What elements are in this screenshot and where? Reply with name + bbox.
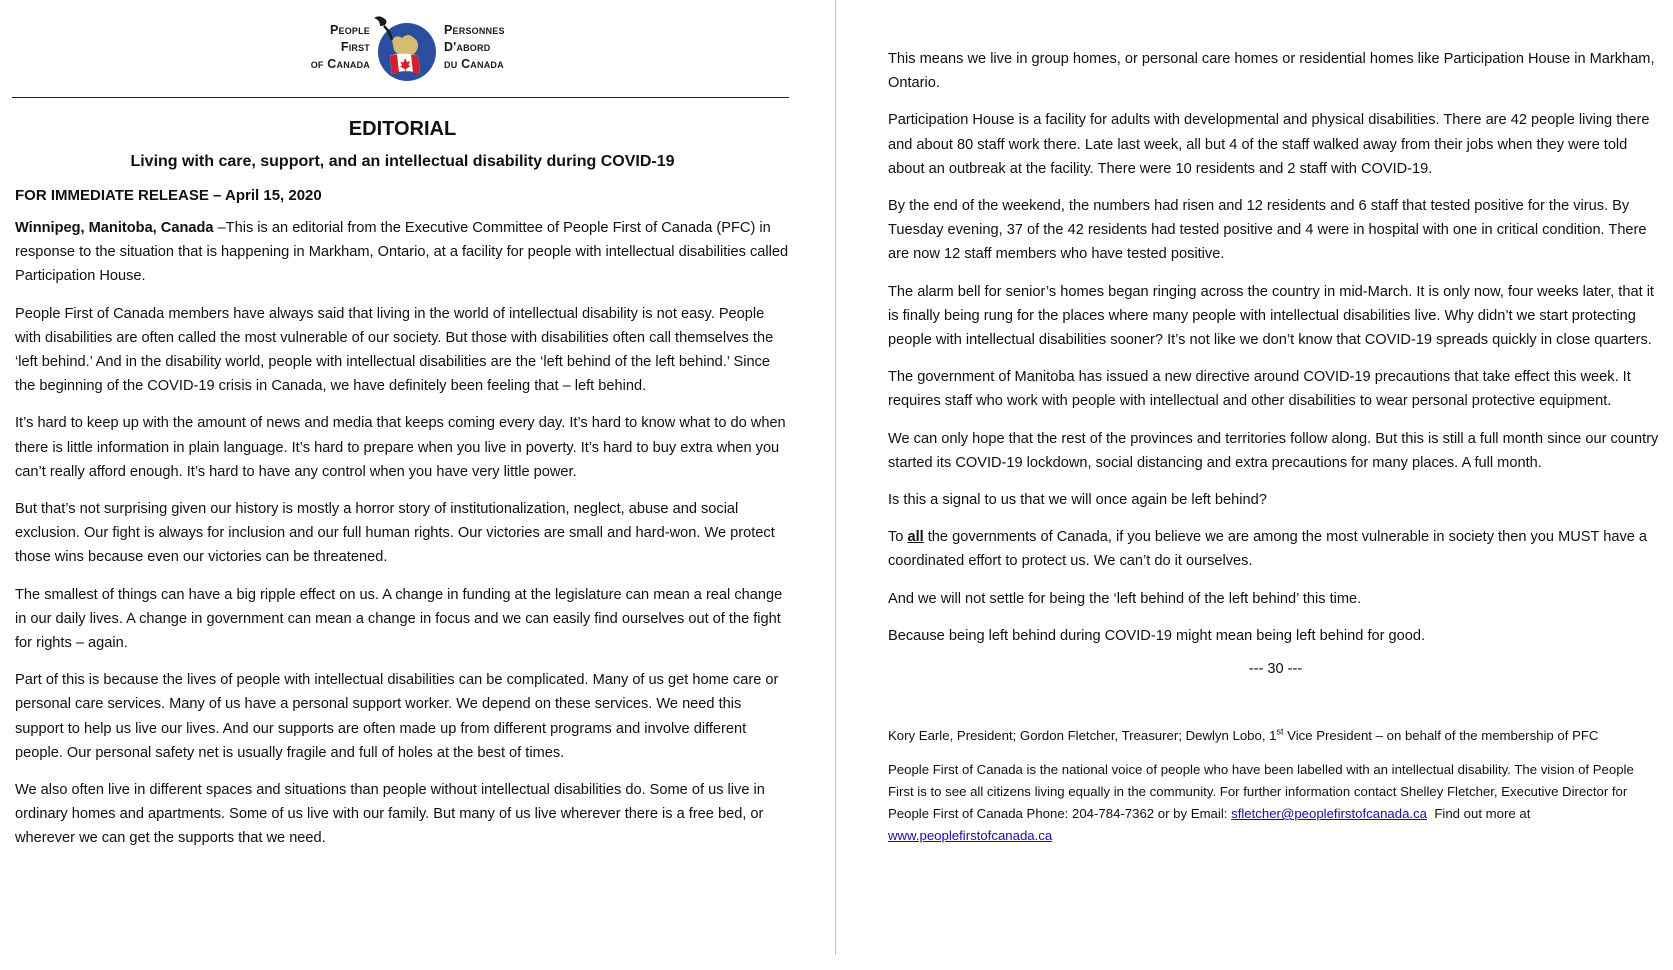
body-paragraph-11: The government of Manitoba has issued a new directive around COVID-19 precautions that take effect this week. It requires staff who work with people with intellectual and other disabilities to wear personal protective equipment. bbox=[888, 369, 1631, 410]
page-divider bbox=[835, 0, 836, 955]
document-page-left bbox=[0, 0, 835, 970]
right-column bbox=[888, 47, 1663, 847]
body-paragraph-10: The alarm bell for senior’s homes began ringing across the country in mid-March. It is only now, four weeks later, that it is finally being rung for the places where many people with intellectual disabilities live. Why didn’t we start protecting people with intellectual disabilities sooner? It’s not like we don’t know that COVID-19 spreads quickly in close quarters. bbox=[888, 283, 1654, 349]
appeal-emphasis: all bbox=[907, 529, 924, 546]
document-page-right bbox=[838, 0, 1673, 970]
logo-emblem-icon bbox=[370, 12, 442, 84]
about-between: Find out more at bbox=[1427, 806, 1535, 822]
signature-text: Kory Earle, President; Gordon Fletcher, Treasurer; Dewlyn Lobo, 1 bbox=[888, 728, 1277, 744]
appeal-paragraph bbox=[888, 525, 1663, 573]
about-paragraph bbox=[888, 759, 1663, 847]
appeal-text: the governments of Canada, if you believe we are among the most vulnerable in society then you MUST have a coordinated effort to protect us. We can’t do it ourselves. bbox=[888, 529, 1648, 570]
logo-text-french bbox=[444, 22, 554, 73]
logo-en-line-1: People bbox=[329, 23, 370, 37]
website-link[interactable]: www.peoplefirstofcanada.ca bbox=[888, 828, 1053, 844]
editorial-heading: EDITORIAL bbox=[348, 118, 457, 140]
dateline: Winnipeg, Manitoba, Canada bbox=[15, 220, 214, 236]
email-link[interactable]: sfletcher@peoplefirstofcanada.ca bbox=[1231, 806, 1428, 822]
body-paragraph-3: But that’s not surprising given our history is mostly a horror story of institutionalization, neglect, abuse and social exclusion. Our fight is always for inclusion and our full human rights. Our victories are small and hard-won. We protect those wins because even our victories can be threatened. bbox=[15, 501, 775, 566]
logo-fr-line-1: Personnes bbox=[444, 23, 505, 37]
body-paragraph-12: We can only hope that the rest of the provinces and territories follow along. But this is still a full month since our country started its COVID-19 lockdown, social distancing and extra precautions for many places. A full month. bbox=[888, 430, 1659, 471]
closing-paragraph-2: Because being left behind during COVID-19 might mean being left behind for good. bbox=[888, 627, 1426, 644]
closing-paragraph-1: And we will not settle for being the ‘left behind of the left behind’ this time. bbox=[888, 590, 1362, 607]
body-paragraph-7: This means we live in group homes, or personal care homes or residential homes like Participation House in Markham, Ontario. bbox=[888, 51, 1655, 92]
body-paragraph-9: By the end of the weekend, the numbers had risen and 12 residents and 6 staff that tested positive for the virus. By Tuesday evening, 37 of the 42 residents had tested positive and 4 were in hospital with one in critical condition. There are now 12 staff members who have tested positive. bbox=[888, 198, 1647, 263]
signature-line bbox=[888, 725, 1663, 746]
logo-en-line-3: of Canada bbox=[310, 57, 370, 71]
people-first-logo bbox=[272, 12, 532, 82]
release-line: FOR IMMEDIATE RELEASE – April 15, 2020 bbox=[15, 187, 322, 204]
appeal-prefix: To bbox=[888, 529, 908, 546]
intro-text: –This is an editorial from the Executive Committee of People First of Canada (PFC) in response to the situation that is happening in Markham, Ontario, at a facility for people with intellectual disabilities called Participation House. bbox=[15, 220, 789, 285]
logo-en-line-2: First bbox=[340, 40, 370, 54]
header-rule bbox=[12, 97, 789, 98]
body-paragraph-1: People First of Canada members have always said that living in the world of intellectual disability is not easy. People with disabilities are often called the most vulnerable of our society. But those with disabilities often call themselves the ‘left behind.’ And in the disability world, people with intellectual disabilities are the ‘left behind of the left behind.’ Since the beginning of the COVID-19 crisis in Canada, we have definitely been feeling that – left behind. bbox=[15, 305, 774, 395]
signature-text-end: Vice President – on behalf of the membership of PFC bbox=[1283, 728, 1599, 744]
logo-text-english bbox=[260, 22, 370, 73]
body-paragraph-6: We also often live in different spaces and situations than people without intellectual disabilities do. Some of us live in ordinary homes and apartments. Some of us live with our family. But many of us live wherever there is a free bed, or wherever we can get the supports that we need. bbox=[15, 782, 765, 847]
logo-fr-line-2: D'abord bbox=[444, 40, 491, 54]
body-paragraph-13: Is this a signal to us that we will once again be left behind? bbox=[888, 492, 1267, 509]
body-paragraph-8: Participation House is a facility for adults with developmental and physical disabilities. There are 42 people living there and about 80 staff work there. Late last week, all but 4 of the staff walked away from their jobs when they were told about an outbreak at the facility. There were 10 residents and 2 staff with COVID-19. bbox=[888, 112, 1650, 177]
signature-sup: st bbox=[1276, 726, 1284, 737]
intro-paragraph bbox=[15, 216, 790, 289]
editorial-subtitle: Living with care, support, and an intellectual disability during COVID-19 bbox=[130, 153, 675, 170]
canada-flag-icon bbox=[390, 53, 420, 74]
end-mark: --- 30 --- bbox=[1248, 661, 1303, 678]
about-text: People First of Canada is the national voice of people who have been labelled with an intellectual disability. The vision of People First is to see all citizens living equally in the community. For further information contact Shelley Fletcher, Executive Director for People First of Canada Phone: 204-784-7362 or by Email: bbox=[888, 762, 1634, 822]
body-paragraph-4: The smallest of things can have a big ripple effect on us. A change in funding at the legislature can mean a real change in our daily lives. A change in government can mean a change in focus and we can easily find ourselves out of the fight for rights – again. bbox=[15, 586, 783, 652]
logo-head-mark bbox=[374, 16, 386, 26]
left-column bbox=[15, 112, 790, 864]
body-paragraph-5: Part of this is because the lives of people with intellectual disabilities can be complicated. Many of us get home care or personal care services. Many of us have a personal support worker. We depend on these services. We need this support to help us live our lives. And our supports are often made up from different programs and involve different people. Our personal safety net is usually fragile and full of holes at the best of times. bbox=[15, 672, 779, 761]
logo-fr-line-3: du Canada bbox=[444, 57, 504, 71]
body-paragraph-2: It’s hard to keep up with the amount of news and media that keeps coming every day. It’s hard to know what to do when there is little information in plain language. It’s hard to prepare when you live in poverty. It’s hard to buy extra when you can’t really afford enough. It’s hard to have any control when you have very little power. bbox=[15, 415, 786, 480]
